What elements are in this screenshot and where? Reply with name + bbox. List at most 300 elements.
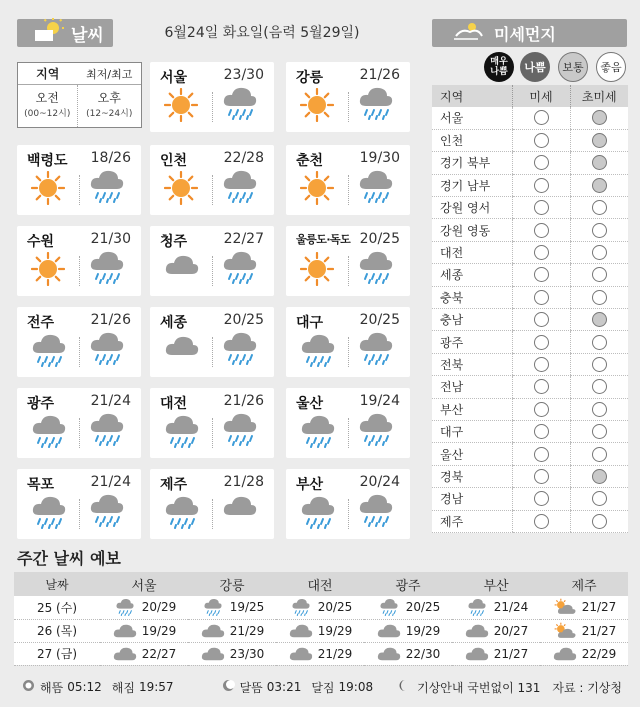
pm10-indicator (534, 335, 549, 350)
divider (212, 256, 213, 286)
weather-info: 기상안내 국번없이 131 (417, 680, 541, 695)
dust-region: 경남 (432, 488, 512, 510)
city-name: 서울 (160, 70, 188, 86)
pm25-cell (570, 398, 628, 420)
pm25-cell (570, 309, 628, 331)
city-name: 울산 (296, 396, 324, 412)
dust-row (432, 197, 628, 219)
pm10-indicator (534, 379, 549, 394)
pm10-indicator (534, 245, 549, 260)
divider (348, 499, 349, 529)
source: 자료 : 기상청 (552, 680, 622, 695)
weekly-row (14, 619, 628, 642)
sun-icon (164, 171, 198, 205)
pm25-cell (570, 107, 628, 129)
city-card (286, 226, 410, 296)
sunrise-icon (22, 679, 35, 695)
weekly-cell (276, 619, 364, 642)
pm10-indicator (534, 312, 549, 327)
weekly-temp: 21/24 (493, 600, 529, 615)
city-name: 인천 (160, 153, 188, 169)
weekly-cell (100, 619, 188, 642)
cloud-icon (112, 645, 138, 663)
pm25-indicator (592, 267, 607, 282)
dust-region: 충북 (432, 286, 512, 308)
cloud-icon (200, 645, 226, 663)
city-temp: 21/30 (90, 231, 131, 247)
cloud-rain-icon (358, 331, 394, 365)
weekly-cell (540, 619, 628, 642)
weekly-cell (452, 642, 540, 665)
weekly-city: 대전 (307, 578, 333, 594)
city-name: 백령도 (27, 153, 68, 169)
cloud-rain-icon (89, 412, 125, 446)
city-card (150, 469, 274, 539)
pm25-indicator (592, 312, 607, 327)
divider (348, 175, 349, 205)
cloud-icon (200, 622, 226, 640)
pm10-cell (512, 219, 570, 241)
pm25-cell (570, 420, 628, 442)
dust-region: 부산 (432, 398, 512, 420)
legend-region-label: 지역 (36, 67, 60, 81)
divider (348, 337, 349, 367)
legend-pm-label: 오후 (97, 91, 121, 105)
city-temp: 19/24 (359, 393, 400, 409)
cloud-rain-icon (200, 598, 226, 616)
pm25-cell (570, 264, 628, 286)
dust-region: 강원 영동 (432, 219, 512, 241)
cloud-rain-icon (222, 412, 258, 446)
dust-row (432, 264, 628, 286)
city-name: 울릉도·독도 (296, 233, 351, 246)
dust-table (432, 85, 628, 533)
weekly-cell (540, 596, 628, 619)
legend-pm-range: (12~24시) (86, 109, 133, 119)
weekly-cell (540, 642, 628, 665)
pm25-indicator (592, 491, 607, 506)
sun-icon (300, 252, 334, 286)
dust-row (432, 331, 628, 353)
weekly-city: 제주 (571, 578, 597, 594)
city-card (286, 307, 410, 377)
sunset-label: 해짐 (111, 680, 135, 695)
city-temp: 20/25 (223, 312, 264, 328)
cloud-icon (464, 645, 490, 663)
divider (212, 92, 213, 122)
pm25-cell (570, 152, 628, 174)
dust-region: 강원 영서 (432, 197, 512, 219)
divider (212, 418, 213, 448)
pm10-indicator (534, 155, 549, 170)
weekly-city: 부산 (483, 578, 509, 594)
divider (348, 418, 349, 448)
pm25-indicator (592, 223, 607, 238)
cloud-icon (112, 622, 138, 640)
sun-icon (300, 88, 334, 122)
cloud-icon (222, 493, 258, 527)
moonrise-time: 03:21 (266, 680, 302, 694)
cloud-icon (164, 252, 198, 286)
dust-legend (484, 52, 630, 80)
legend-good: 좋음 (596, 52, 626, 82)
weekly-row (14, 596, 628, 619)
cloud-icon (552, 645, 578, 663)
city-card (150, 388, 274, 458)
sun-icon (164, 88, 198, 122)
weather-header (17, 19, 113, 47)
dust-region: 충남 (432, 309, 512, 331)
pm10-indicator (534, 402, 549, 417)
city-name: 춘천 (296, 153, 324, 169)
cloud-rain-icon (222, 331, 258, 365)
dust-header (432, 19, 627, 47)
pm10-indicator (534, 223, 549, 238)
divider (212, 499, 213, 529)
pm10-indicator (534, 178, 549, 193)
weekly-city: 광주 (395, 578, 421, 594)
legend-am-label: 오전 (35, 91, 59, 105)
city-temp: 21/28 (223, 474, 264, 490)
sun-cloud-icon (552, 598, 578, 616)
divider (79, 337, 80, 367)
weekly-temp: 22/27 (141, 646, 177, 661)
cloud-icon (376, 622, 402, 640)
moonrise-label: 달뜸 (239, 680, 263, 695)
city-name: 목포 (27, 477, 55, 493)
pm25-indicator (592, 335, 607, 350)
pm10-cell (512, 264, 570, 286)
cloud-rain-icon (358, 86, 394, 120)
weekly-temp: 21/29 (229, 623, 265, 638)
city-temp: 21/26 (223, 393, 264, 409)
dust-region: 제주 (432, 510, 512, 532)
cloud-icon (464, 622, 490, 640)
pm10-cell (512, 443, 570, 465)
city-temp: 20/24 (359, 474, 400, 490)
cloud-rain-icon (31, 495, 65, 529)
wind-cloud-icon (452, 20, 486, 46)
dust-region: 전남 (432, 376, 512, 398)
moon-icon (222, 679, 235, 695)
city-name: 강릉 (296, 70, 324, 86)
weekly-temp: 20/29 (141, 600, 177, 615)
pm10-cell (512, 174, 570, 196)
dust-row (432, 241, 628, 263)
dust-region: 경기 북부 (432, 152, 512, 174)
pm25-cell (570, 488, 628, 510)
city-name: 광주 (27, 396, 55, 412)
dust-row (432, 286, 628, 308)
city-temp: 20/25 (359, 312, 400, 328)
weekly-cell (188, 619, 276, 642)
weekly-temp: 19/29 (317, 623, 353, 638)
weekly-cell (188, 642, 276, 665)
cloud-rain-icon (89, 250, 125, 284)
weekly-temp: 22/29 (581, 646, 617, 661)
legend-am-range: (00~12시) (24, 109, 71, 119)
dust-row (432, 219, 628, 241)
dust-row (432, 174, 628, 196)
pm25-indicator (592, 379, 607, 394)
divider (348, 92, 349, 122)
city-name: 청주 (160, 234, 188, 250)
city-card (150, 62, 274, 132)
pm10-cell (512, 488, 570, 510)
city-temp: 21/26 (359, 67, 400, 83)
city-name: 수원 (27, 234, 55, 250)
pm25-indicator (592, 290, 607, 305)
cloud-rain-icon (376, 598, 402, 616)
weekly-cell (452, 619, 540, 642)
dust-region: 전북 (432, 353, 512, 375)
city-temp: 21/24 (90, 474, 131, 490)
weekly-temp: 23/30 (229, 646, 265, 661)
pm10-cell (512, 107, 570, 129)
city-temp: 22/28 (223, 150, 264, 166)
cloud-rain-icon (288, 598, 314, 616)
city-card (17, 469, 141, 539)
cloud-rain-icon (112, 598, 138, 616)
divider (212, 175, 213, 205)
weekly-cell (100, 596, 188, 619)
dust-region: 광주 (432, 331, 512, 353)
cloud-rain-icon (164, 495, 198, 529)
city-temp: 20/25 (359, 231, 400, 247)
pm25-cell (570, 510, 628, 532)
cloud-rain-icon (300, 333, 334, 367)
cloud-rain-icon (222, 169, 258, 203)
pm10-cell (512, 197, 570, 219)
city-card (17, 226, 141, 296)
divider (79, 418, 80, 448)
weekly-cell (188, 596, 276, 619)
pm25-cell (570, 129, 628, 151)
pm10-indicator (534, 424, 549, 439)
dust-row (432, 465, 628, 487)
weekly-temp: 21/29 (317, 646, 353, 661)
weather-legend (17, 62, 142, 128)
pm10-cell (512, 376, 570, 398)
dust-region: 대구 (432, 420, 512, 442)
city-name: 제주 (160, 477, 188, 493)
dust-row (432, 398, 628, 420)
city-card (17, 388, 141, 458)
city-card (150, 307, 274, 377)
pm10-cell (512, 129, 570, 151)
cloud-rain-icon (89, 331, 125, 365)
weekly-date: 25 (수) (14, 596, 100, 619)
pm25-indicator (592, 357, 607, 372)
pm10-indicator (534, 357, 549, 372)
cloud-rain-icon (31, 333, 65, 367)
sun-cloud-icon (31, 18, 65, 48)
pm10-indicator (534, 110, 549, 125)
city-card (17, 145, 141, 215)
pm10-cell (512, 331, 570, 353)
pm25-indicator (592, 200, 607, 215)
pm10-indicator (534, 133, 549, 148)
dust-row (432, 510, 628, 532)
weekly-cell (364, 619, 452, 642)
divider (212, 337, 213, 367)
pm10-cell (512, 465, 570, 487)
weekly-cell (276, 596, 364, 619)
weekly-date: 26 (목) (14, 619, 100, 642)
city-card (150, 145, 274, 215)
cloud-rain-icon (464, 598, 490, 616)
dust-row (432, 309, 628, 331)
dust-col-pm25: 초미세 (570, 85, 628, 107)
legend-normal: 보통 (558, 52, 588, 82)
pm10-cell (512, 241, 570, 263)
pm25-indicator (592, 514, 607, 529)
pm25-indicator (592, 447, 607, 462)
dust-col-pm10: 미세 (512, 85, 570, 107)
pm10-indicator (534, 447, 549, 462)
sun-cloud-icon (552, 622, 578, 640)
sunrise-time: 05:12 (67, 680, 102, 694)
weather-date: 6월24일 화요일(음력 5월29일) (164, 25, 360, 41)
dust-title: 미세먼지 (494, 24, 556, 44)
pm10-cell (512, 510, 570, 532)
city-temp: 19/30 (359, 150, 400, 166)
footer (14, 676, 628, 698)
pm25-cell (570, 376, 628, 398)
city-name: 세종 (160, 315, 188, 331)
dust-region: 인천 (432, 129, 512, 151)
cloud-rain-icon (358, 412, 394, 446)
legend-minmax-label: 최저/최고 (86, 67, 133, 81)
pm10-indicator (534, 469, 549, 484)
dust-region: 대전 (432, 241, 512, 263)
weekly-temp: 22/30 (405, 646, 441, 661)
weekly-temp: 21/27 (493, 646, 529, 661)
cloud-icon (288, 622, 314, 640)
weekly-temp: 20/25 (405, 600, 441, 615)
cloud-rain-icon (358, 250, 394, 284)
dust-col-region: 지역 (440, 89, 464, 104)
dust-row (432, 152, 628, 174)
weather-title: 날씨 (71, 25, 104, 46)
dust-region: 경북 (432, 465, 512, 487)
divider (79, 175, 80, 205)
dust-row (432, 129, 628, 151)
cloud-rain-icon (300, 495, 334, 529)
phone-icon (399, 679, 412, 695)
pm25-cell (570, 174, 628, 196)
dust-row (432, 420, 628, 442)
moonset-label: 달짐 (311, 680, 335, 695)
pm10-cell (512, 353, 570, 375)
city-card (286, 469, 410, 539)
pm25-indicator (592, 110, 607, 125)
weekly-temp: 19/29 (405, 623, 441, 638)
divider (79, 499, 80, 529)
cloud-rain-icon (89, 493, 125, 527)
cloud-rain-icon (222, 86, 258, 120)
cloud-rain-icon (31, 414, 65, 448)
pm25-indicator (592, 133, 607, 148)
weekly-cell (452, 596, 540, 619)
pm10-indicator (534, 200, 549, 215)
sunset-time: 19:57 (138, 680, 174, 694)
city-name: 부산 (296, 477, 324, 493)
pm10-indicator (534, 514, 549, 529)
pm25-cell (570, 286, 628, 308)
pm25-cell (570, 241, 628, 263)
cloud-rain-icon (358, 169, 394, 203)
weekly-city: 강릉 (219, 578, 245, 594)
sun-icon (31, 171, 65, 205)
dust-row (432, 443, 628, 465)
city-card (286, 62, 410, 132)
cloud-rain-icon (164, 414, 198, 448)
city-temp: 22/27 (223, 231, 264, 247)
pm25-indicator (592, 424, 607, 439)
weekly-temp: 19/29 (141, 623, 177, 638)
pm25-indicator (592, 469, 607, 484)
city-name: 전주 (27, 315, 55, 331)
city-temp: 21/26 (90, 312, 131, 328)
weekly-cell (364, 596, 452, 619)
pm10-cell (512, 286, 570, 308)
pm10-cell (512, 420, 570, 442)
weekly-cell (100, 642, 188, 665)
dust-region: 서울 (432, 107, 512, 129)
city-name: 대구 (296, 315, 324, 331)
weekly-table (14, 572, 628, 666)
cloud-rain-icon (358, 493, 394, 527)
weekly-temp: 21/27 (581, 600, 617, 615)
pm25-indicator (592, 155, 607, 170)
dust-region: 세종 (432, 264, 512, 286)
divider (348, 256, 349, 286)
weekly-cell (276, 642, 364, 665)
weekly-city: 서울 (131, 578, 157, 594)
weekly-title: 주간 날씨 예보 (17, 549, 121, 568)
pm25-cell (570, 197, 628, 219)
pm25-cell (570, 353, 628, 375)
cloud-rain-icon (222, 250, 258, 284)
city-name: 대전 (160, 396, 188, 412)
dust-row (432, 376, 628, 398)
pm10-cell (512, 398, 570, 420)
cloud-icon (164, 333, 198, 367)
pm10-cell (512, 309, 570, 331)
pm25-cell (570, 331, 628, 353)
city-temp: 21/24 (90, 393, 131, 409)
weekly-date-col: 날짜 (45, 577, 69, 592)
pm10-indicator (534, 491, 549, 506)
pm25-cell (570, 443, 628, 465)
dust-region: 경기 남부 (432, 174, 512, 196)
sun-icon (300, 171, 334, 205)
dust-row (432, 107, 628, 129)
city-card (150, 226, 274, 296)
city-card (286, 145, 410, 215)
cloud-icon (376, 645, 402, 663)
legend-bad: 나쁨 (520, 52, 550, 82)
weekly-date: 27 (금) (14, 642, 100, 665)
cloud-icon (288, 645, 314, 663)
city-card (17, 307, 141, 377)
cloud-rain-icon (300, 414, 334, 448)
pm10-indicator (534, 290, 549, 305)
city-temp: 18/26 (90, 150, 131, 166)
sunrise-label: 해뜸 (40, 680, 64, 695)
sun-icon (31, 252, 65, 286)
